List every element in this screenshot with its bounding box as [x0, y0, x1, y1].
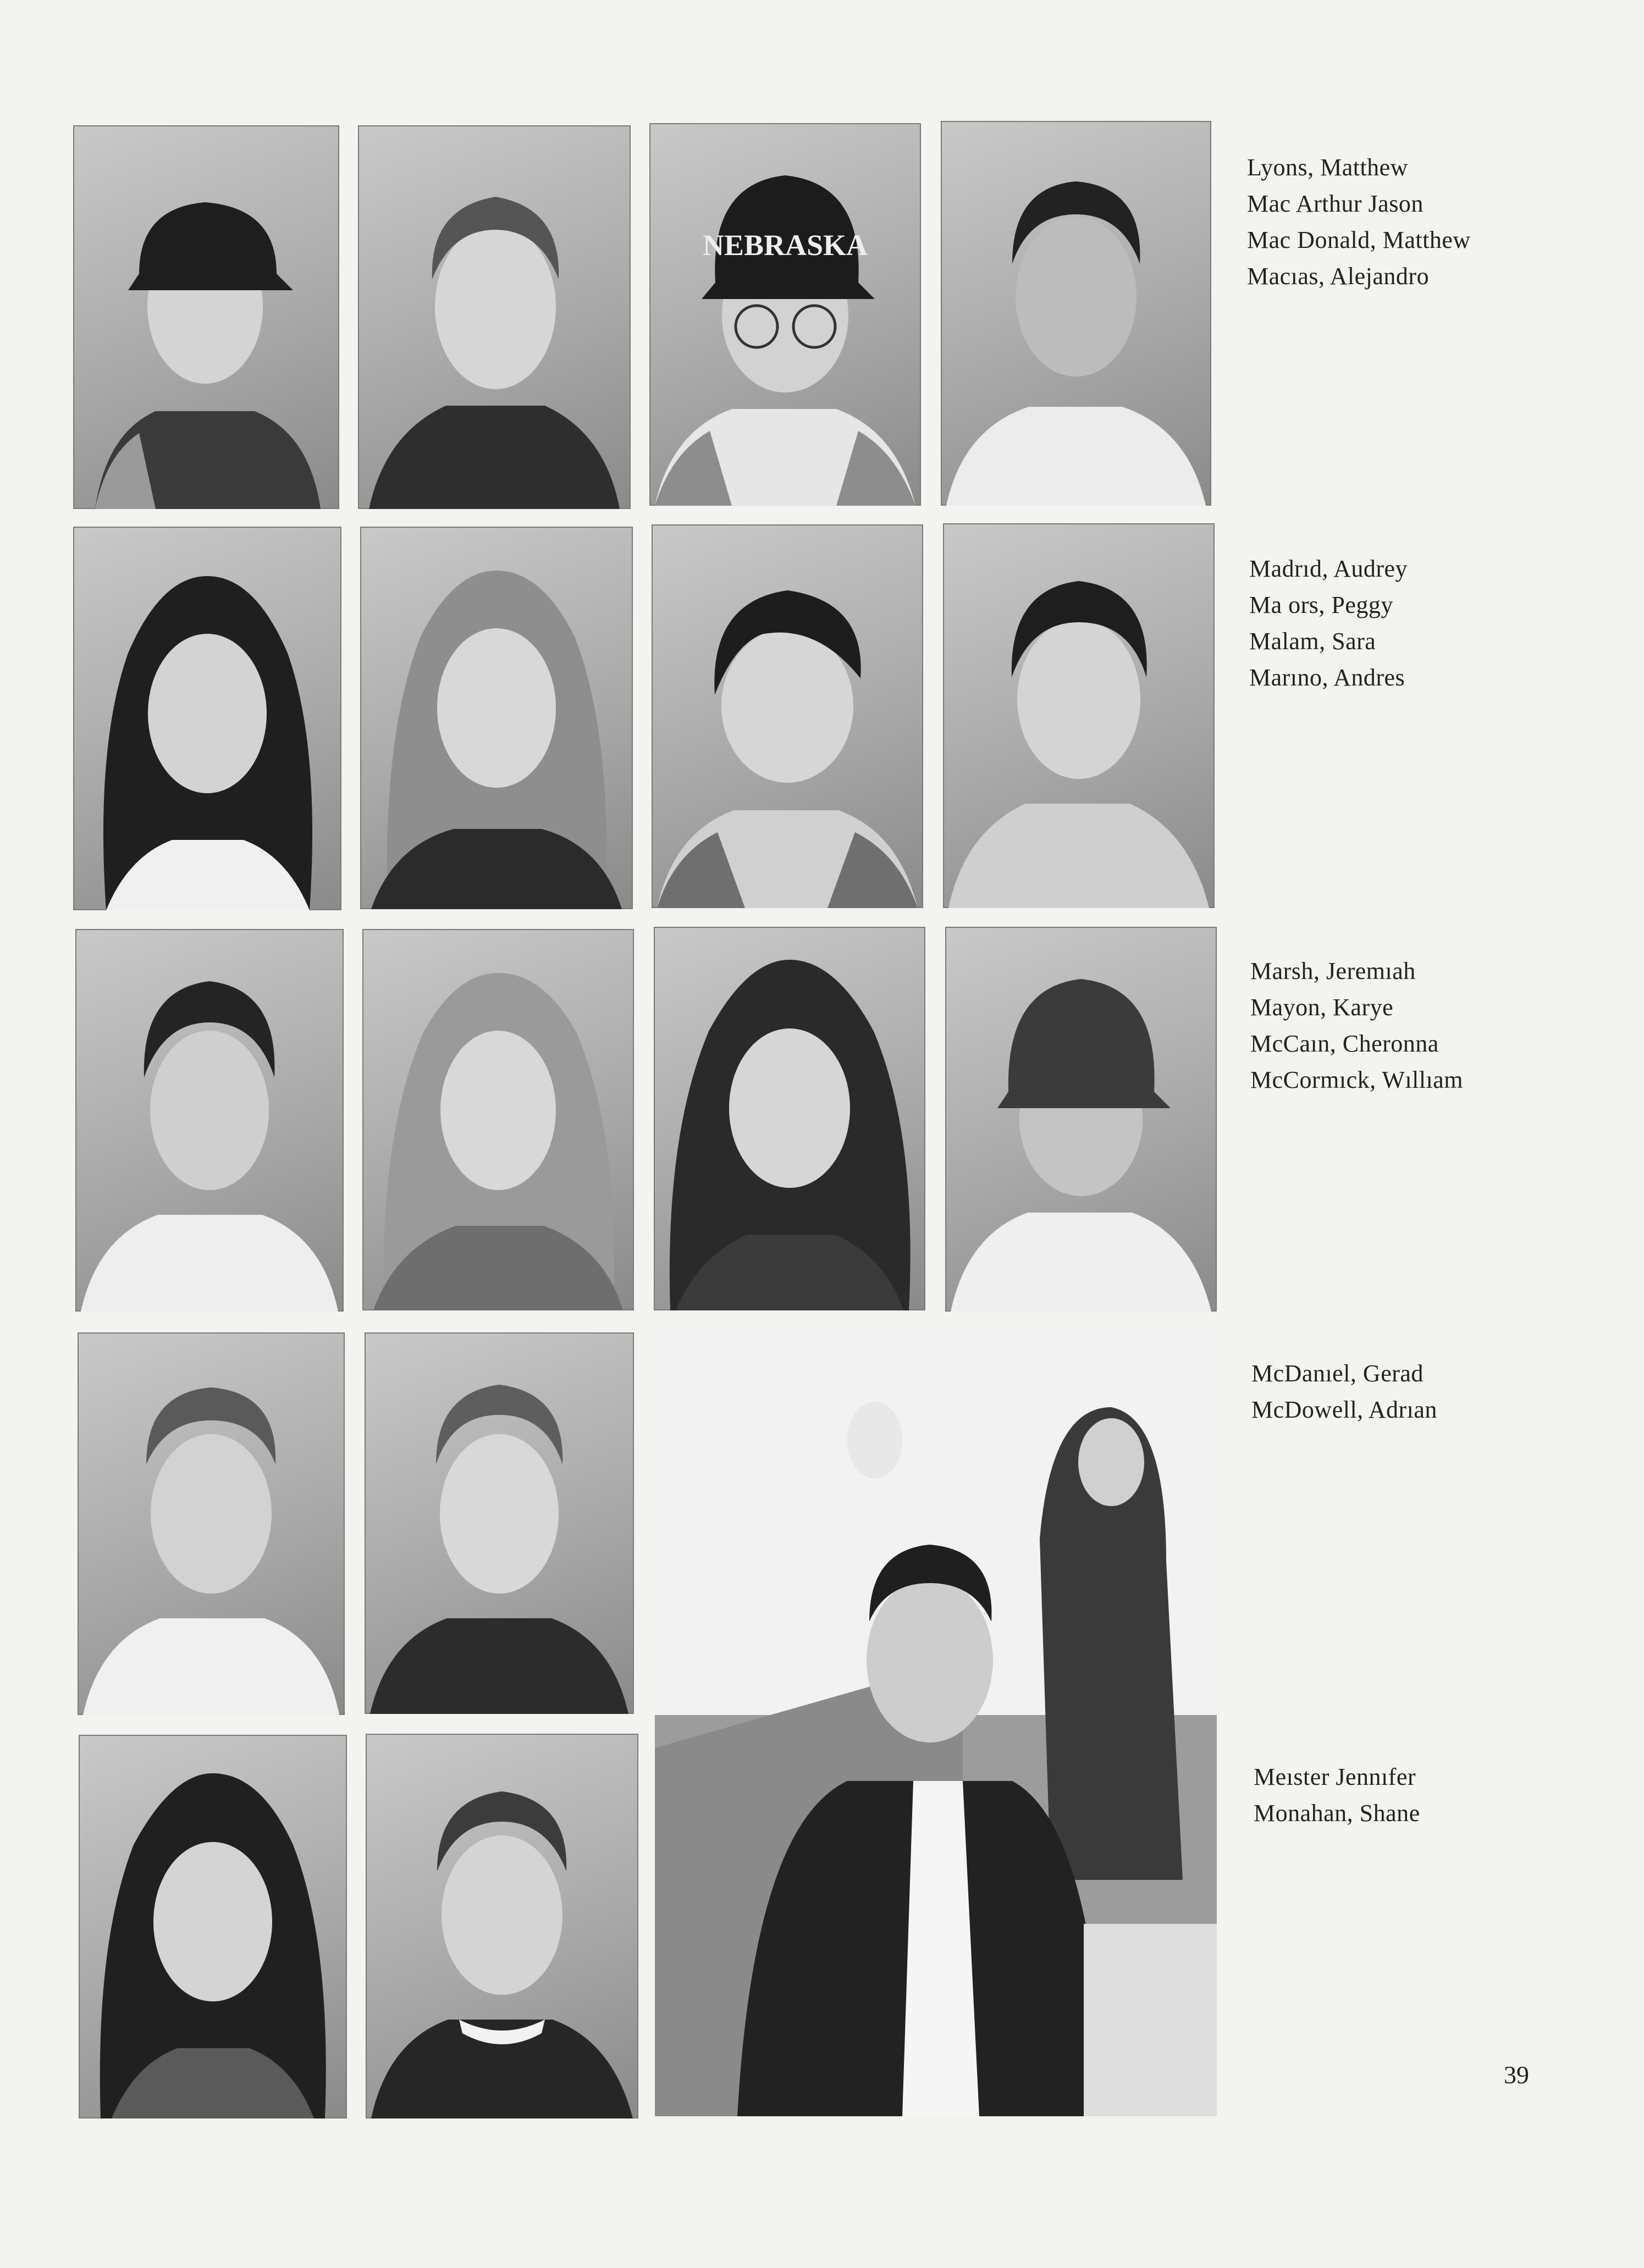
student-name: Monahan, Shane — [1254, 1800, 1420, 1827]
portrait-image — [358, 125, 631, 509]
portrait-image — [75, 929, 344, 1312]
portrait-image — [366, 1734, 638, 2118]
student-name: Marıno, Andres — [1249, 664, 1405, 691]
portrait-image — [73, 527, 341, 910]
student-name: Lyons, Matthew — [1247, 154, 1408, 181]
portrait-photo — [360, 527, 633, 909]
name-list-row-5 — [1254, 1759, 1420, 1832]
portrait-photo — [649, 123, 921, 506]
portrait-photo — [365, 1332, 634, 1714]
portrait-photo — [941, 121, 1211, 506]
portrait-image — [941, 121, 1211, 506]
portrait-image — [360, 527, 633, 909]
student-name: McCaın, Cheronna — [1250, 1030, 1439, 1057]
student-name: McDanıel, Gerad — [1251, 1360, 1424, 1387]
portrait-image — [945, 927, 1217, 1312]
portrait-photo — [79, 1735, 347, 2118]
student-name: McCormıck, Wıllıam — [1250, 1066, 1464, 1093]
student-name: Malam, Sara — [1249, 628, 1376, 655]
portrait-image — [652, 524, 923, 908]
student-name: Ma ors, Peggy — [1249, 591, 1393, 618]
portrait-photo — [654, 927, 925, 1310]
student-name: Macıas, Alejandro — [1247, 263, 1430, 290]
student-name: Mac Arthur Jason — [1247, 190, 1424, 217]
student-name: Madrıd, Audrey — [1249, 555, 1408, 582]
portrait-photo — [75, 929, 344, 1312]
portrait-photo — [358, 125, 631, 509]
portrait-image — [362, 929, 634, 1310]
portrait-image — [943, 523, 1215, 908]
student-name: Mac Donald, Matthew — [1247, 226, 1471, 253]
portrait-image — [654, 927, 925, 1310]
student-name: McDowell, Adrıan — [1251, 1396, 1437, 1423]
portrait-image — [649, 123, 921, 506]
portrait-photo — [73, 125, 339, 509]
page-number: 39 — [1504, 2061, 1529, 2089]
portrait-photo — [366, 1734, 638, 2118]
portrait-photo — [78, 1332, 345, 1715]
student-name: Marsh, Jeremıah — [1250, 958, 1416, 984]
portrait-image — [78, 1332, 345, 1715]
cap-logo-text: NEBRASKA — [702, 229, 868, 262]
student-name: Meıster Jennıfer — [1254, 1763, 1416, 1790]
name-list-row-1 — [1247, 150, 1471, 295]
student-name: Mayon, Karye — [1250, 994, 1394, 1021]
name-list-row-4 — [1251, 1356, 1437, 1428]
portrait-photo — [362, 929, 634, 1310]
portrait-photo — [945, 927, 1217, 1312]
portrait-photo — [73, 527, 341, 910]
portrait-image — [73, 125, 339, 509]
candid-photo — [655, 1330, 1217, 2116]
portrait-photo — [652, 524, 923, 908]
portrait-photo — [943, 523, 1215, 908]
candid-image — [655, 1330, 1217, 2116]
name-list-row-2 — [1249, 551, 1408, 696]
portrait-image — [79, 1735, 347, 2118]
name-list-row-3 — [1250, 953, 1463, 1098]
portrait-image — [365, 1332, 634, 1714]
